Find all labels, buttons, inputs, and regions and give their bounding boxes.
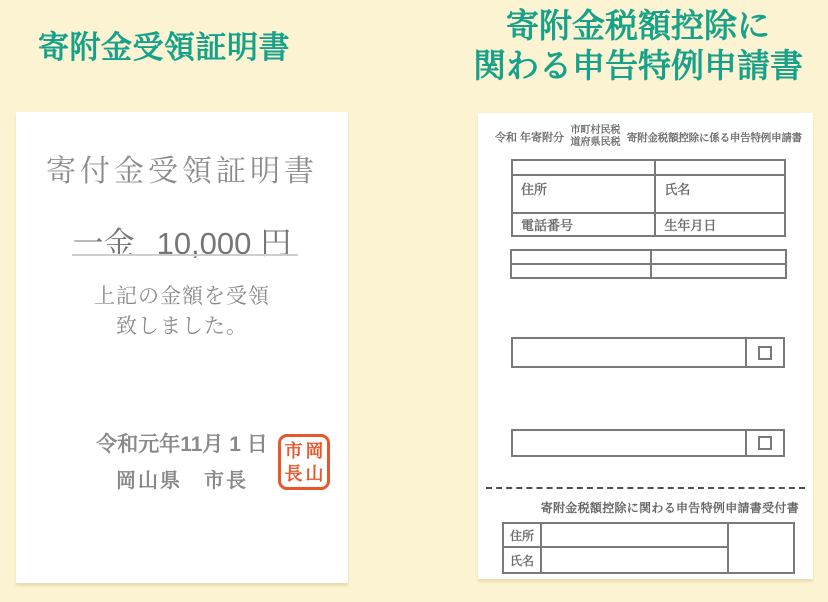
checkbox[interactable] [758, 346, 772, 360]
body-line-2: 致しました。 [116, 315, 248, 338]
checkbox-cell [745, 339, 783, 366]
form-title: 寄附金税額控除に係る申告特例申請書 [626, 131, 802, 144]
birthdate-label: 生年月日 [664, 218, 717, 233]
declaration-row-1 [511, 337, 785, 368]
seal-char: 山 [305, 463, 324, 484]
address-field-cell [512, 175, 655, 213]
amount-line [16, 218, 348, 263]
empty-cell [511, 250, 651, 264]
seal-char: 岡 [305, 440, 324, 461]
address-label: 住所 [521, 182, 548, 197]
amount-prefix: 一金 [72, 226, 135, 261]
phone-field-cell [512, 213, 655, 236]
receipt-stamp-cell [727, 524, 793, 572]
receipt-address-value-cell [542, 524, 727, 548]
applicant-info-table [511, 159, 786, 237]
table-row [512, 175, 785, 213]
right-heading-line-2: 関わる申告特例申請書 [473, 47, 803, 84]
tax-credit-application-form [478, 113, 813, 579]
checkbox[interactable] [758, 436, 772, 450]
mayor-seal-stamp-icon [278, 434, 330, 490]
amount-underline [72, 254, 298, 256]
tax-type-label [570, 125, 620, 149]
seal-char: 長 [284, 463, 303, 484]
table-row [512, 213, 785, 236]
receipt-slip-table [502, 522, 795, 574]
empty-cell [511, 264, 651, 278]
right-heading-line-1: 寄附金税額控除に [506, 7, 770, 44]
left-heading: 寄附金受領証明書 [38, 30, 290, 65]
checkbox-cell [745, 431, 783, 455]
right-heading [448, 6, 828, 86]
receipt-address-label [504, 524, 542, 548]
cut-line-divider [486, 487, 805, 489]
form-header [495, 125, 802, 149]
table-row [511, 250, 786, 264]
tax-label-line-1: 市町村民税 [570, 125, 621, 136]
certificate-date: 令和元年11月 1 日 [96, 433, 268, 456]
seal-char: 市 [284, 440, 303, 461]
certificate-title: 寄付金受領証明書 [46, 155, 318, 188]
birthdate-field-cell [655, 213, 785, 236]
declaration-text-cell [513, 339, 745, 366]
era-year-label: 令和 年寄附分 [495, 132, 565, 144]
phone-label: 電話番号 [521, 218, 574, 233]
name-label: 氏名 [664, 182, 691, 197]
tax-label-line-2: 道府県民税 [570, 137, 621, 148]
receipt-address-label-text: 住所 [510, 528, 535, 543]
empty-cell [651, 264, 786, 278]
amount-value: 10,000 [156, 226, 252, 261]
receipt-name-label-text: 氏名 [510, 553, 535, 568]
declaration-text-cell [513, 431, 745, 455]
certificate-issuer: 岡山県 市長 [116, 470, 248, 492]
secondary-table [510, 249, 787, 279]
table-row [512, 160, 785, 175]
empty-cell [512, 160, 655, 175]
amount-unit: 円 [260, 226, 292, 261]
receipt-slip-title: 寄附金税額控除に関わる申告特例申請書受付書 [540, 501, 799, 515]
certificate-body [16, 282, 348, 342]
empty-cell [651, 250, 786, 264]
table-row [511, 264, 786, 278]
donation-receipt-certificate [16, 112, 348, 583]
receipt-name-value-cell [542, 548, 727, 572]
declaration-row-2 [511, 429, 785, 457]
receipt-name-label [504, 548, 542, 572]
empty-cell [655, 160, 785, 175]
body-line-1: 上記の金額を受領 [94, 285, 270, 308]
name-field-cell [655, 175, 785, 213]
